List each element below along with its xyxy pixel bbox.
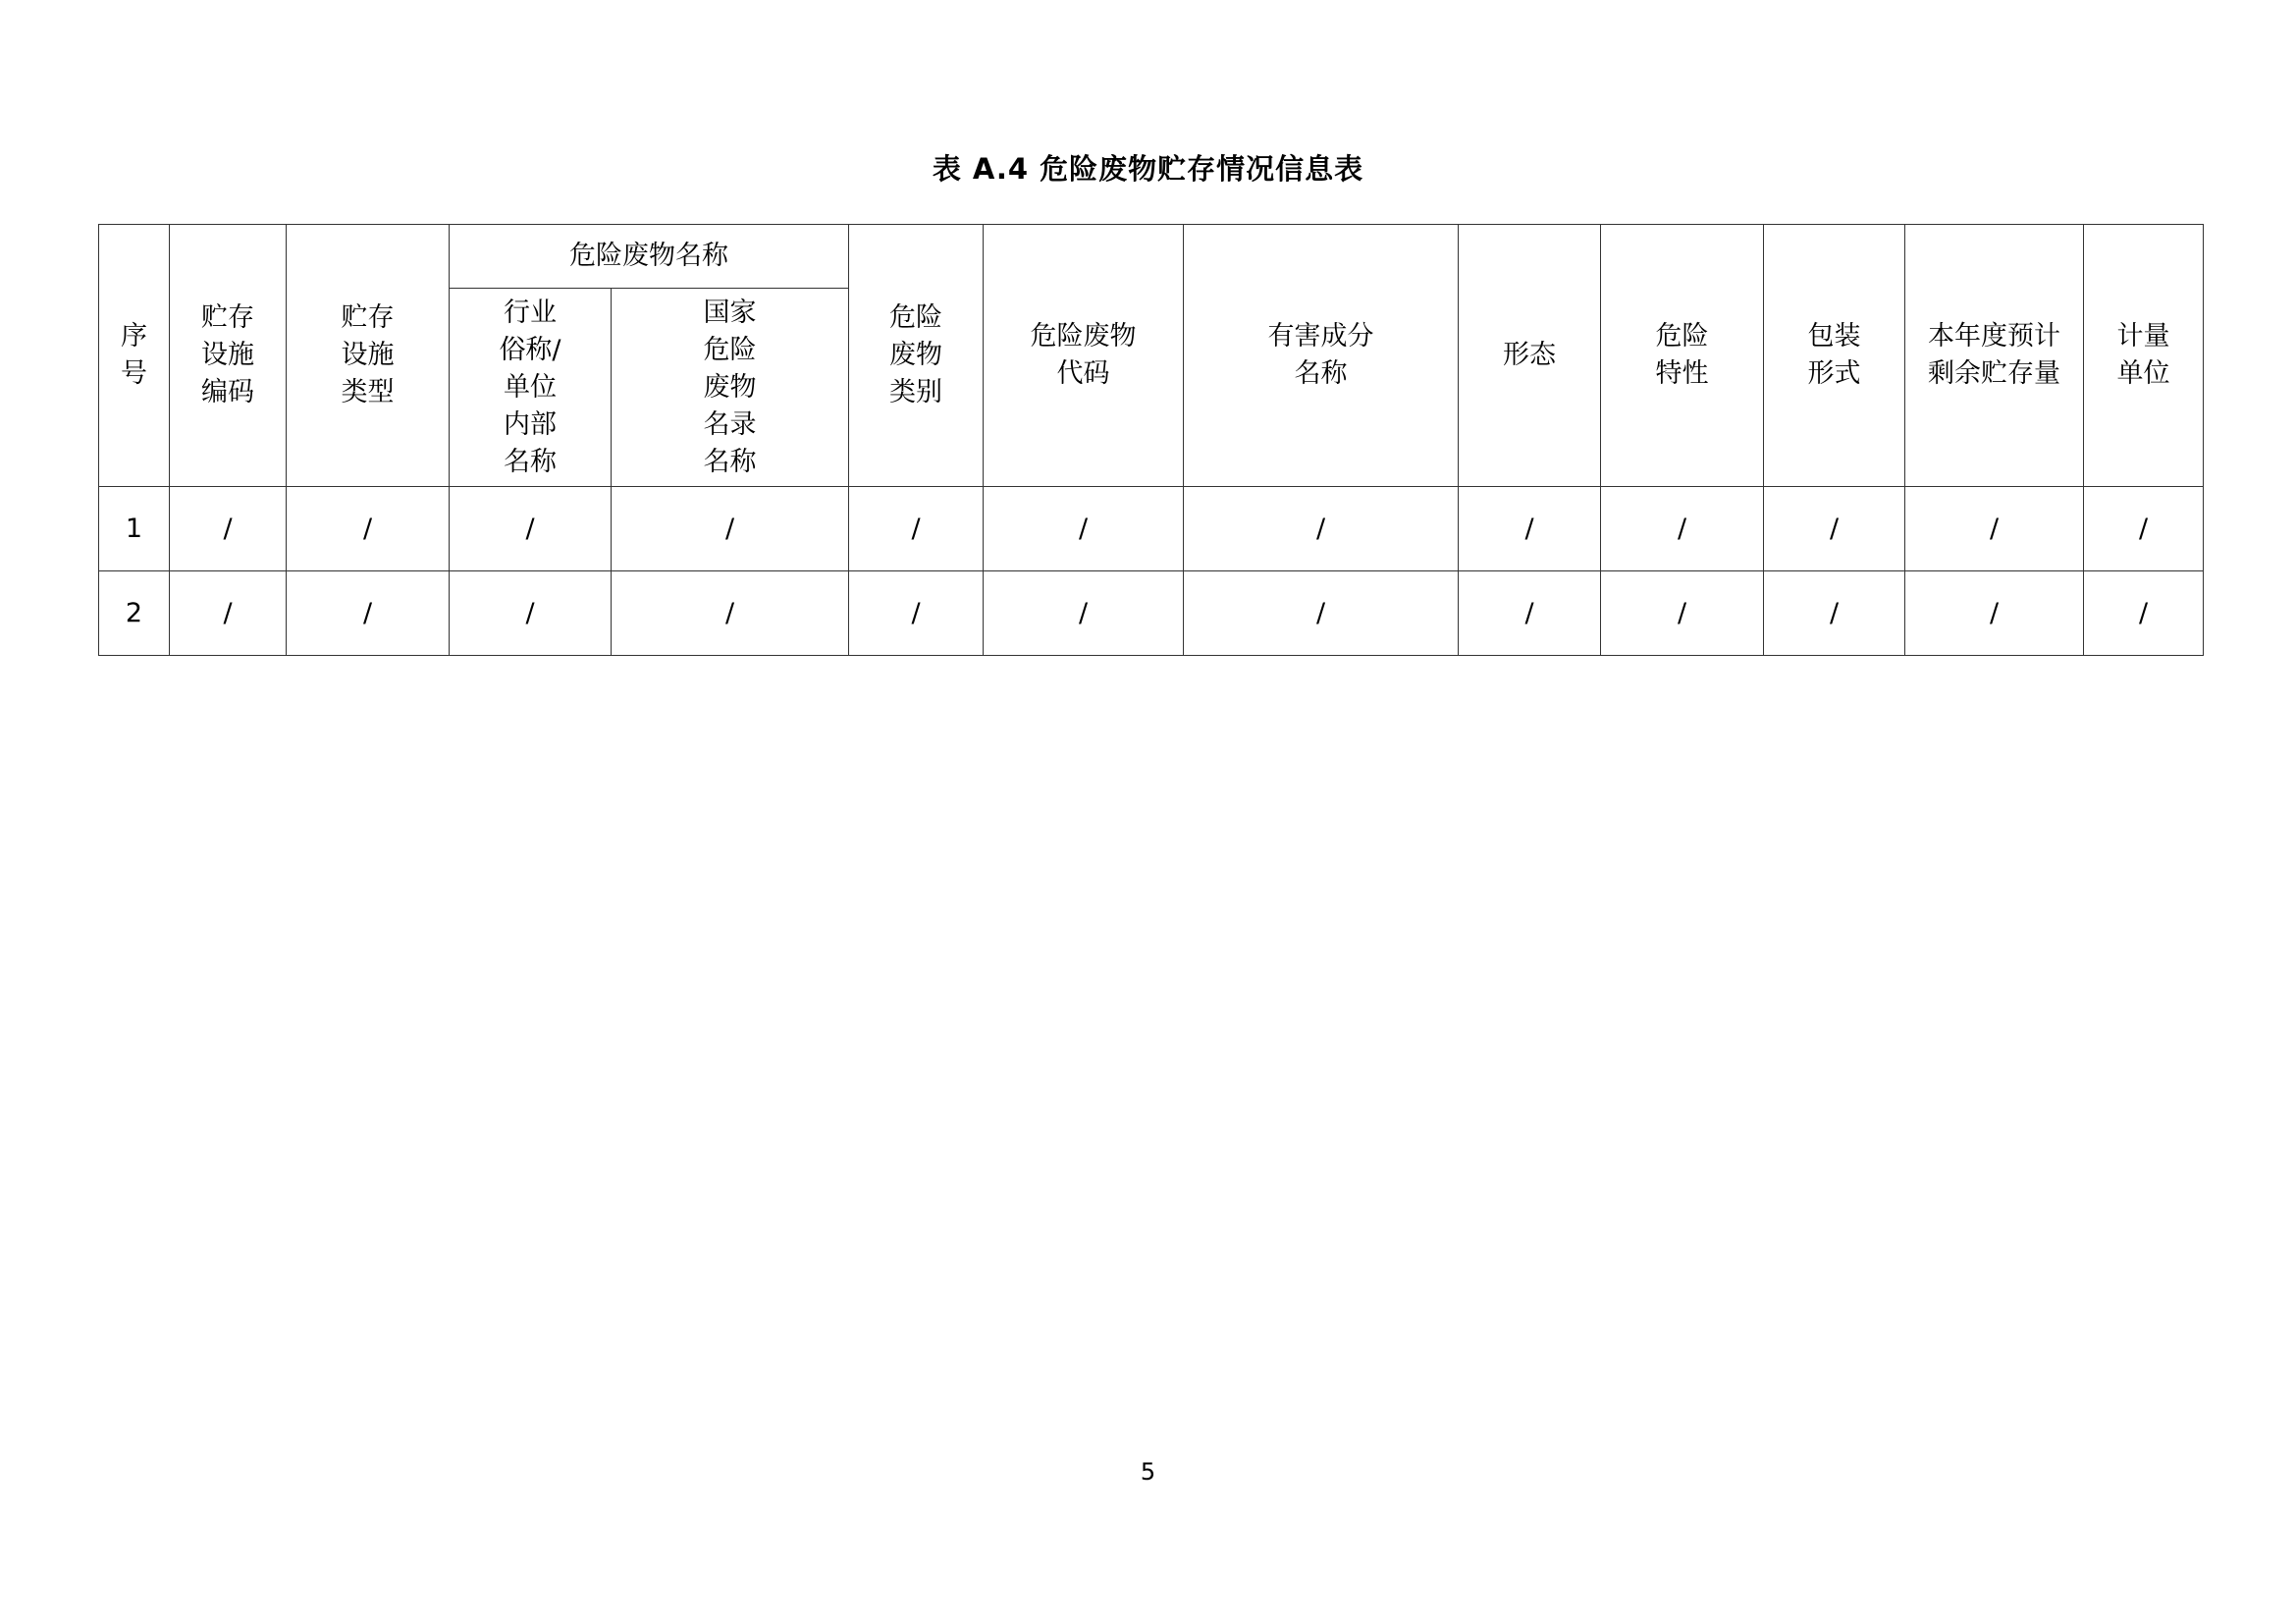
header-waste-name-industry: 行业 俗称/ 单位 内部 名称 (450, 289, 612, 487)
table-cell: / (450, 487, 612, 571)
hazardous-waste-storage-table (98, 224, 2204, 656)
header-remaining-storage: 本年度预计 剩余贮存量 (1905, 225, 2084, 487)
table-cell: / (1601, 571, 1764, 656)
header-hazardous-component: 有害成分 名称 (1184, 225, 1459, 487)
header-seq: 序 号 (99, 225, 170, 487)
header-row-1 (99, 225, 2204, 289)
table-cell: / (1764, 487, 1905, 571)
table-cell: / (1905, 487, 2084, 571)
header-unit: 计量 单位 (2084, 225, 2204, 487)
table-cell: / (1459, 571, 1601, 656)
table-title: 表 A.4 危险废物贮存情况信息表 (932, 152, 1364, 186)
table-cell: / (984, 571, 1184, 656)
table-cell: / (287, 571, 450, 656)
table-cell: / (1601, 487, 1764, 571)
table-cell: / (1184, 487, 1459, 571)
table-cell: / (1459, 487, 1601, 571)
table-cell: / (612, 487, 849, 571)
table-cell: / (287, 487, 450, 571)
table-cell: / (1184, 571, 1459, 656)
table-cell: / (1905, 571, 2084, 656)
table-cell: / (2084, 487, 2204, 571)
table-row (99, 571, 2204, 656)
page-number: 5 (1140, 1458, 1156, 1486)
table-cell: 1 (99, 487, 170, 571)
header-facility-code: 贮存 设施 编码 (170, 225, 287, 487)
table-cell: / (170, 487, 287, 571)
header-facility-type: 贮存 设施 类型 (287, 225, 450, 487)
header-waste-name-national: 国家 危险 废物 名录 名称 (612, 289, 849, 487)
table-cell: / (984, 487, 1184, 571)
table-cell: / (450, 571, 612, 656)
table-cell: 2 (99, 571, 170, 656)
table-cell: / (2084, 571, 2204, 656)
header-waste-category: 危险 废物 类别 (849, 225, 984, 487)
table-cell: / (612, 571, 849, 656)
header-waste-code: 危险废物 代码 (984, 225, 1184, 487)
table-row (99, 487, 2204, 571)
header-waste-name-group: 危险废物名称 (450, 225, 849, 289)
table-cell: / (849, 487, 984, 571)
table-cell: / (170, 571, 287, 656)
table-cell: / (849, 571, 984, 656)
header-packaging: 包装 形式 (1764, 225, 1905, 487)
header-form: 形态 (1459, 225, 1601, 487)
header-hazard-property: 危险 特性 (1601, 225, 1764, 487)
table-cell: / (1764, 571, 1905, 656)
